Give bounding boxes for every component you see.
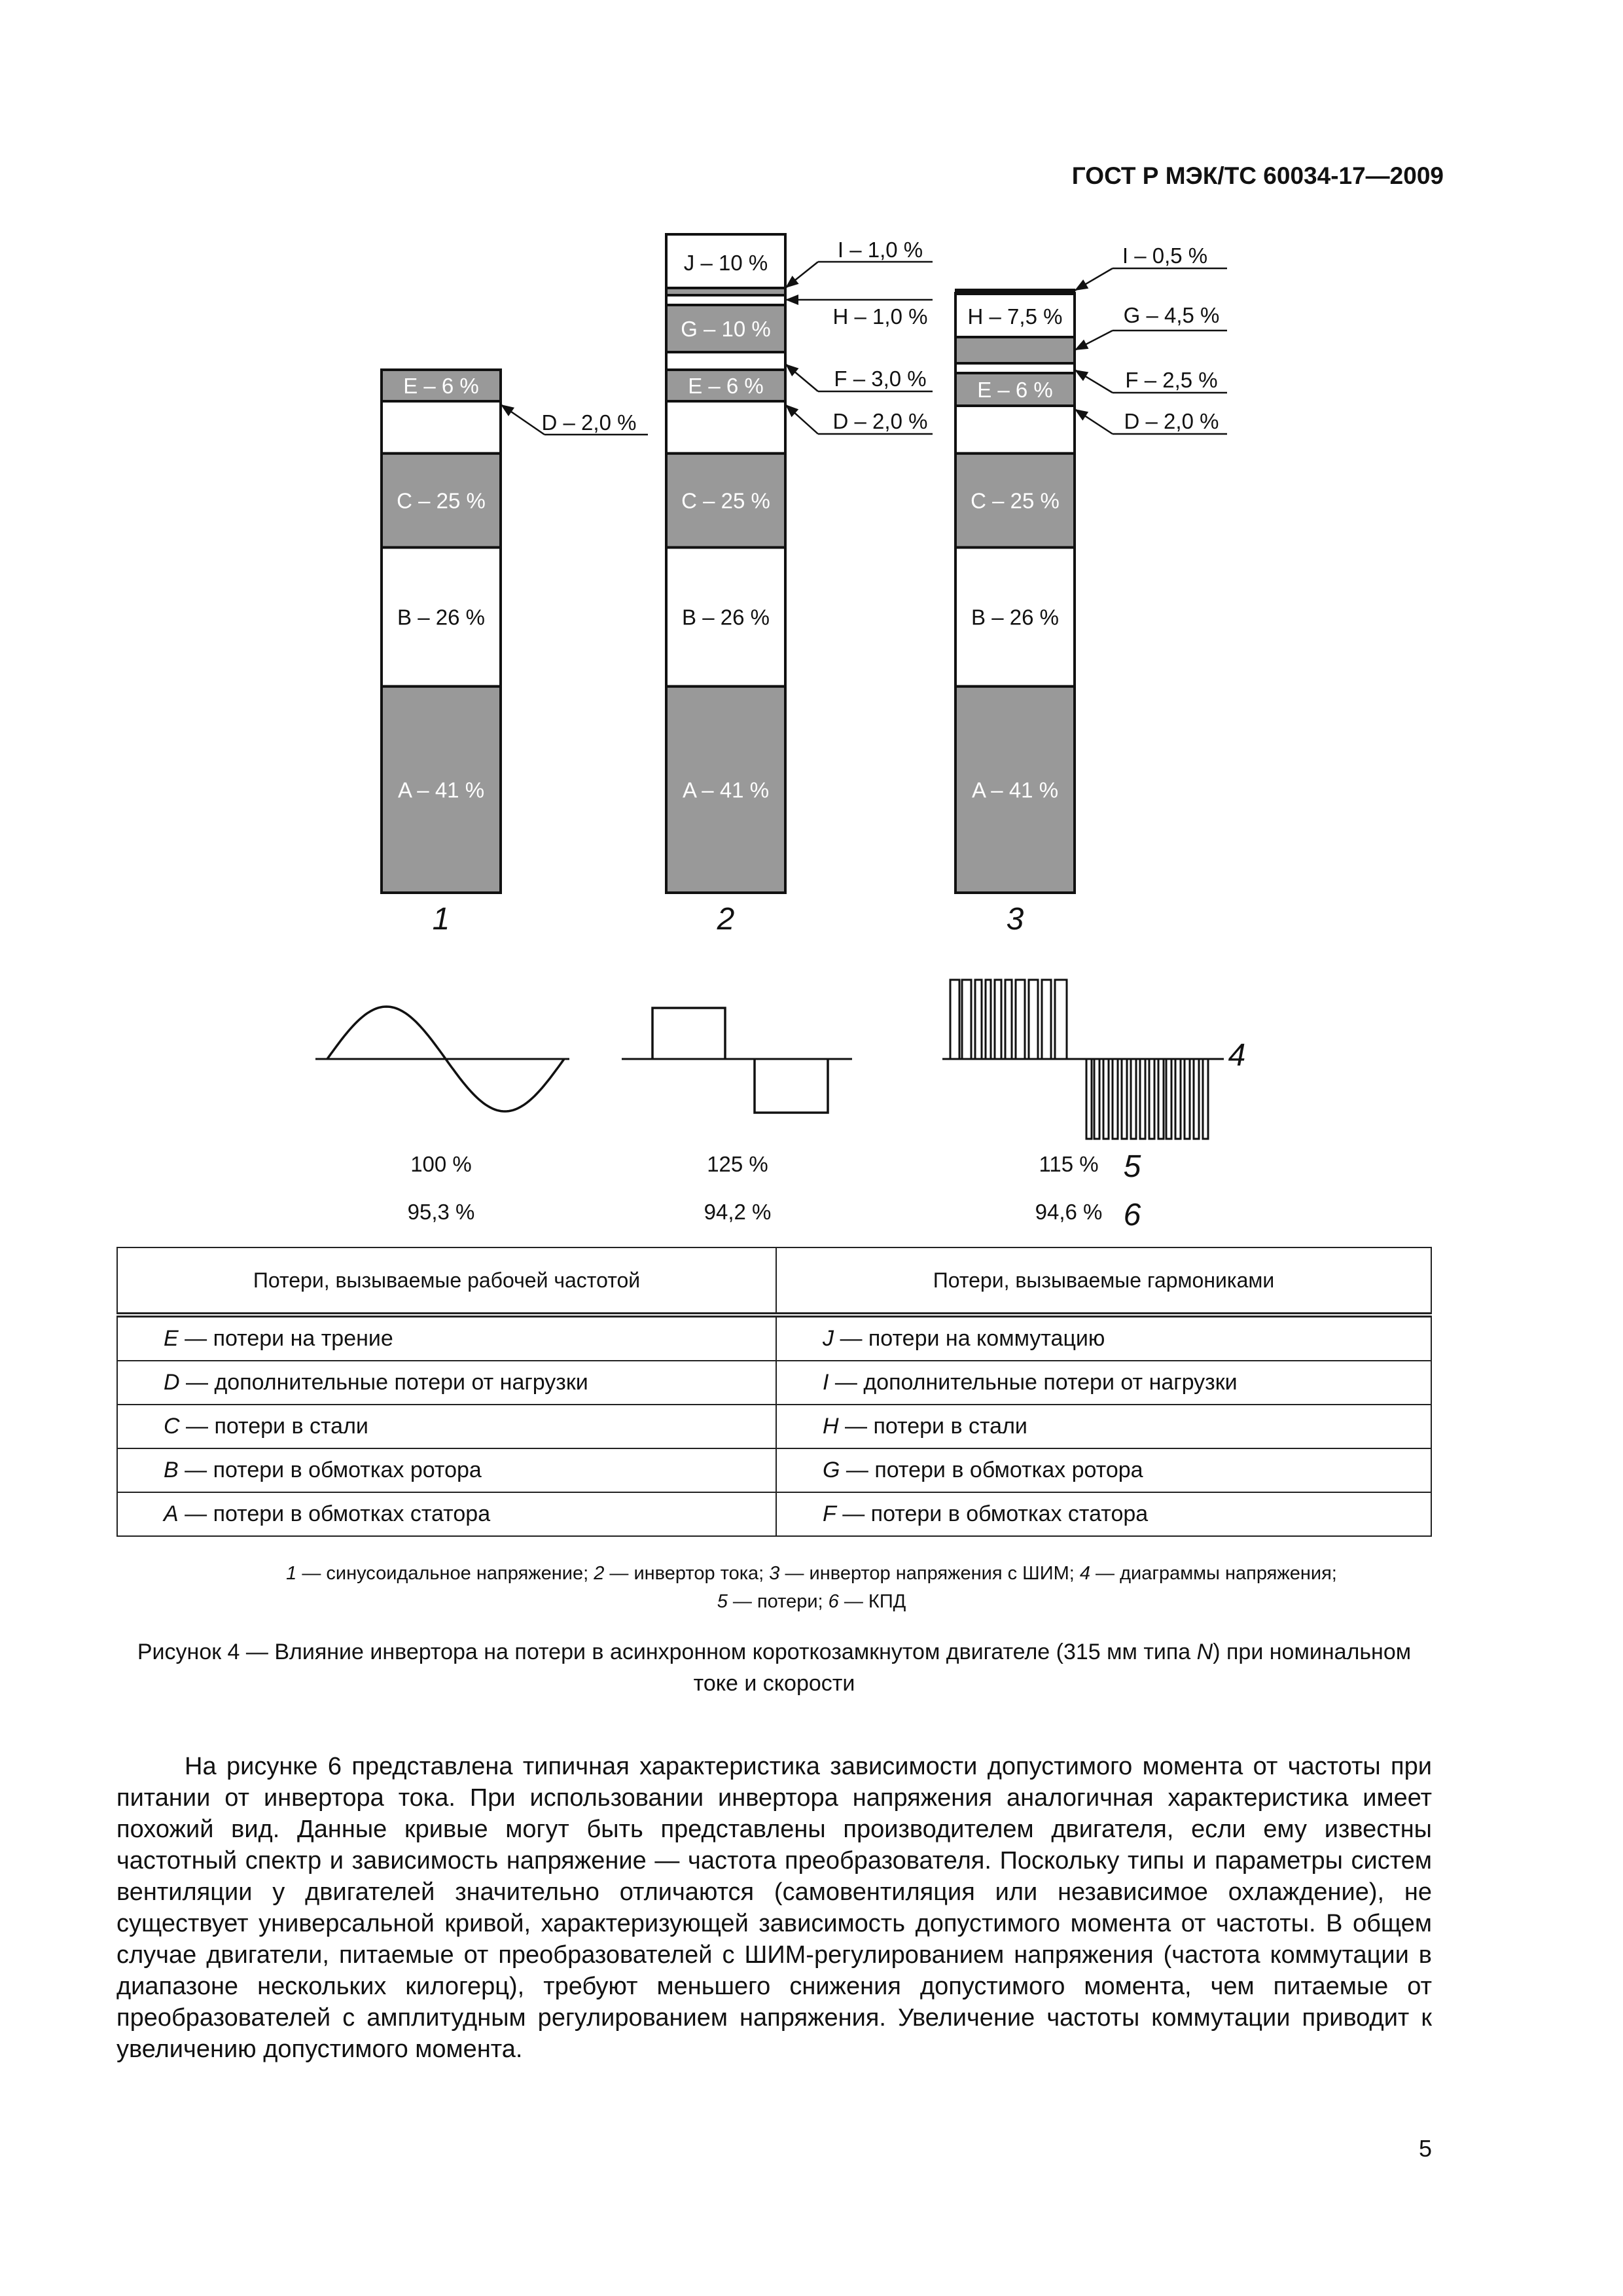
legend-header-row xyxy=(117,1247,1431,1315)
callout-g-col3-arrowhead xyxy=(1075,340,1088,350)
legend-text: — потери в обмотках ротора xyxy=(840,1458,1143,1482)
column-number: 1 xyxy=(432,902,450,937)
page-number: 5 xyxy=(1418,2135,1432,2162)
legend-letter: A xyxy=(164,1501,179,1526)
callout-d-col1-arrowhead xyxy=(501,404,514,416)
callout-h-col2-arrowhead xyxy=(785,295,798,305)
segment-label-c: C – 25 % xyxy=(681,488,770,513)
callout-d-col2: D – 2,0 % xyxy=(832,409,928,433)
segment-label-a: A – 41 % xyxy=(971,778,1059,802)
body-paragraph: На рисунке 6 представлена типичная характеристика зависимости допустимого момента от частоты при питании от инвертора тока. При использовании инвертора напряжения аналогичная характеристика имеет похожий вид. Данные кривые могут быть представлены производителем двигателя, если ему известны частотный спектр и зависимость напряжение — частота преобразователя. Поскольку типы и параметры систем вентиляции у двигателей значительно отличаются (самовентиляция или независимое охлаждение), не существует универсальной кривой, характеризующей зависимость допустимого момента от частоты. В общем случае двигатели, питаемые от преобразователей с ШИМ-регулированием напряжения (частота коммутации в диапазоне нескольких килогерц), требуют меньшего снижения допустимого момента, чем питаемые от преобразователей с амплитудным регулированием напряжения. Увеличение частоты коммутации приводит к увеличению допустимого момента. xyxy=(116,1753,1432,2063)
segment-label-b: B – 26 % xyxy=(682,605,770,630)
loss-segment-f xyxy=(955,363,1075,373)
legend-text: — потери в обмотках ротора xyxy=(178,1458,482,1482)
legend-table xyxy=(116,1247,1432,1537)
losses-value: 125 % xyxy=(707,1152,768,1176)
legend-letter: I xyxy=(823,1370,829,1395)
callout-i-col2-arrowhead xyxy=(785,276,799,288)
legend-row xyxy=(117,1492,1431,1536)
efficiency-value: 94,6 % xyxy=(1035,1200,1103,1224)
legend-row xyxy=(117,1448,1431,1492)
legend-text: — потери на коммутацию xyxy=(834,1326,1105,1351)
figure-key-line-2: 5 — потери; 6 — КПД xyxy=(717,1591,906,1612)
segment-label-j: J – 10 % xyxy=(683,251,768,275)
efficiency-value: 94,2 % xyxy=(704,1200,772,1224)
loss-segment-d xyxy=(382,401,501,454)
callout-f-col3-arrowhead xyxy=(1075,370,1088,381)
waveform-marker: 4 xyxy=(1228,1038,1246,1073)
loss-segment-g xyxy=(955,337,1075,363)
figure-title: Рисунок 4 — Влияние инвертора на потери в асинхронном короткозамкнутом двигателе (315 мм типа N) при номинальном токе и скорости xyxy=(137,1640,1412,1696)
segment-label-b: B – 26 % xyxy=(971,605,1059,630)
legend-letter: G xyxy=(823,1458,840,1482)
callout-f-col3: F – 2,5 % xyxy=(1125,368,1218,392)
callout-d-col1: D – 2,0 % xyxy=(541,410,637,435)
square-waveform xyxy=(652,1008,828,1113)
callout-d-col3: D – 2,0 % xyxy=(1124,409,1219,433)
callout-f-col2: F – 3,0 % xyxy=(834,367,927,391)
document-header: ГОСТ Р МЭК/ТС 60034-17—2009 xyxy=(1071,162,1444,189)
callout-g-col3: G – 4,5 % xyxy=(1123,303,1220,327)
callout-i-col3-arrowhead xyxy=(1075,279,1088,291)
legend-letter: F xyxy=(823,1501,836,1526)
legend-letter: E xyxy=(164,1326,179,1351)
segment-label-e: E – 6 % xyxy=(688,374,764,398)
legend-letter: D xyxy=(164,1370,180,1395)
losses-value: 100 % xyxy=(410,1152,472,1176)
legend-text: — потери в стали xyxy=(838,1414,1027,1439)
segment-label-e: E – 6 % xyxy=(403,374,479,398)
callout-i-col2: I – 1,0 % xyxy=(837,238,923,262)
legend-text: — потери в обмотках статора xyxy=(178,1501,491,1526)
callout-i-col3: I – 0,5 % xyxy=(1122,243,1208,268)
legend-header-harmonics: Потери, вызываемые гармониками xyxy=(776,1247,1431,1315)
efficiency-value: 95,3 % xyxy=(407,1200,475,1224)
loss-segment-i xyxy=(955,289,1075,295)
segment-label-g: G – 10 % xyxy=(681,317,771,341)
legend-row xyxy=(117,1361,1431,1405)
legend-text: — потери в стали xyxy=(179,1414,368,1439)
efficiency-marker: 6 xyxy=(1123,1198,1141,1230)
legend-text: — потери в обмотках статора xyxy=(836,1501,1149,1526)
segment-label-c: C – 25 % xyxy=(971,488,1060,513)
legend-header-fundamental: Потери, вызываемые рабочей частотой xyxy=(117,1247,776,1315)
legend-text: — потери на трение xyxy=(178,1326,393,1351)
segment-label-a: A – 41 % xyxy=(397,778,485,802)
loss-segment-f xyxy=(666,352,785,370)
legend-letter: H xyxy=(823,1414,839,1439)
callout-d-col3-arrowhead xyxy=(1075,409,1088,421)
loss-segment-d xyxy=(666,401,785,454)
segment-label-c: C – 25 % xyxy=(397,488,486,513)
segment-label-h: H – 7,5 % xyxy=(967,304,1063,329)
segment-label-a: A – 41 % xyxy=(682,778,770,802)
column-number: 2 xyxy=(717,902,735,937)
legend-letter: C xyxy=(164,1414,180,1439)
losses-marker: 5 xyxy=(1123,1149,1141,1184)
losses-value: 115 % xyxy=(1039,1152,1099,1176)
callout-h-col2: H – 1,0 % xyxy=(832,304,928,329)
legend-row xyxy=(117,1405,1431,1448)
loss-segment-h xyxy=(666,295,785,305)
legend-letter: J xyxy=(823,1326,834,1351)
legend-letter: B xyxy=(164,1458,179,1482)
segment-label-b: B – 26 % xyxy=(397,605,485,630)
legend-text: — дополнительные потери от нагрузки xyxy=(179,1370,588,1395)
legend-text: — дополнительные потери от нагрузки xyxy=(829,1370,1238,1395)
segment-label-e: E – 6 % xyxy=(977,378,1053,402)
legend-row xyxy=(117,1315,1431,1361)
loss-segment-d xyxy=(955,406,1075,454)
column-number: 3 xyxy=(1006,902,1024,937)
figure-key-line-1: 1 — синусоидальное напряжение; 2 — инвертор тока; 3 — инвертор напряжения с ШИМ; 4 — диаграммы напряжения; xyxy=(286,1563,1337,1584)
